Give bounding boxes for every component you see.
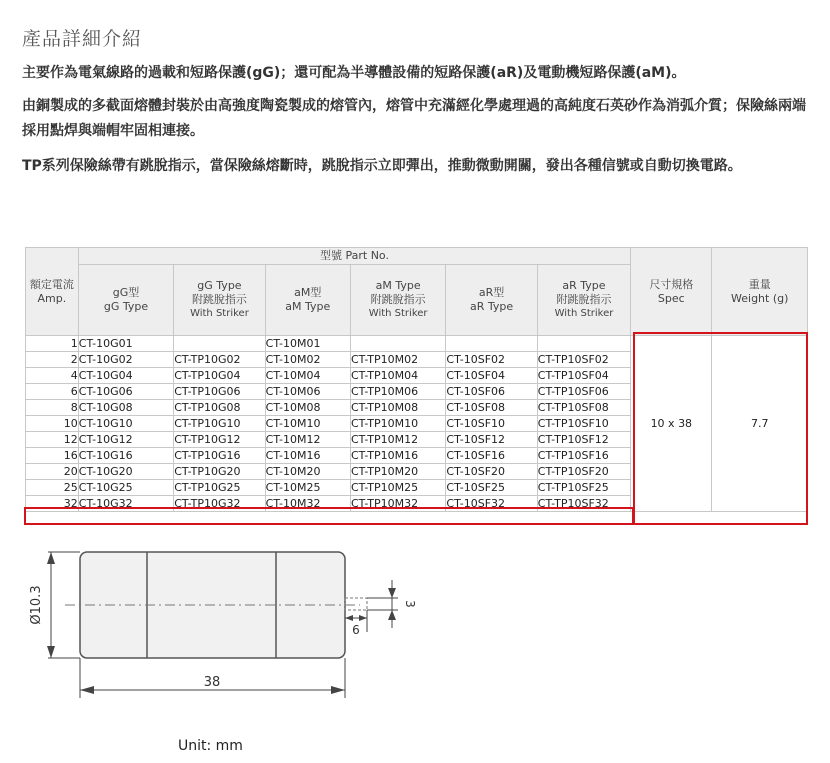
part-number-cell: CT-TP10SF04: [537, 368, 630, 384]
part-number-cell: CT-TP10SF08: [537, 400, 630, 416]
part-number-cell: CT-TP10G10: [174, 416, 265, 432]
fuse-dimension-drawing: [20, 540, 440, 710]
part-number-cell: [174, 336, 265, 352]
part-number-cell: CT-10SF12: [446, 432, 537, 448]
part-number-cell: CT-10G04: [78, 368, 173, 384]
part-number-cell: CT-10SF16: [446, 448, 537, 464]
amp-cell: 12: [26, 432, 79, 448]
part-number-cell: CT-10M10: [265, 416, 350, 432]
part-number-cell: CT-10M02: [265, 352, 350, 368]
amp-cell: 10: [26, 416, 79, 432]
part-number-cell: CT-10G20: [78, 464, 173, 480]
part-number-cell: CT-10SF25: [446, 480, 537, 496]
part-number-cell: CT-TP10SF16: [537, 448, 630, 464]
striker-height-label: 3: [403, 600, 417, 608]
length-label: 38: [203, 675, 221, 690]
part-number-cell: CT-10M01: [265, 336, 350, 352]
part-number-cell: CT-10SF04: [446, 368, 537, 384]
part-number-cell: CT-TP10G06: [174, 384, 265, 400]
amp-cell: 2: [26, 352, 79, 368]
part-number-cell: [537, 336, 630, 352]
part-number-cell: CT-10G08: [78, 400, 173, 416]
part-number-cell: CT-TP10G25: [174, 480, 265, 496]
part-number-cell: CT-TP10G20: [174, 464, 265, 480]
amp-cell: 1: [26, 336, 79, 352]
part-number-cell: [446, 336, 537, 352]
part-number-cell: CT-TP10M02: [350, 352, 445, 368]
part-number-cell: CT-10SF06: [446, 384, 537, 400]
part-number-cell: CT-TP10G08: [174, 400, 265, 416]
header-gg-type: gG型 gG Type: [78, 265, 173, 336]
part-number-cell: CT-10G25: [78, 480, 173, 496]
part-number-cell: CT-TP10G16: [174, 448, 265, 464]
header-am-striker: aM Type 附跳脫指示 With Striker: [350, 265, 445, 336]
header-am-type: aM型 aM Type: [265, 265, 350, 336]
part-number-cell: CT-10M20: [265, 464, 350, 480]
page-title: 產品詳細介紹: [22, 28, 143, 50]
part-number-cell: CT-TP10M16: [350, 448, 445, 464]
striker-outline: [345, 598, 367, 610]
part-number-cell: CT-10SF02: [446, 352, 537, 368]
header-weight: 重量 Weight (g): [712, 248, 808, 336]
part-number-cell: CT-10M06: [265, 384, 350, 400]
part-number-cell: CT-10SF08: [446, 400, 537, 416]
part-number-cell: CT-TP10M04: [350, 368, 445, 384]
part-number-cell: CT-TP10M06: [350, 384, 445, 400]
part-number-cell: CT-TP10SF02: [537, 352, 630, 368]
part-number-cell: CT-10G32: [78, 496, 173, 512]
part-number-cell: CT-TP10M32: [350, 496, 445, 512]
part-number-cell: CT-TP10M25: [350, 480, 445, 496]
part-number-cell: [350, 336, 445, 352]
header-gg-striker: gG Type 附跳脫指示 With Striker: [174, 265, 265, 336]
spec-cell: 10 x 38: [631, 336, 712, 512]
part-number-cell: CT-TP10G02: [174, 352, 265, 368]
description-paragraph-2: 由銅製成的多截面熔體封裝於由高強度陶瓷製成的熔管內，熔管中充滿經化學處理過的高純度石英砂作為消弧介質；保險絲兩端採用點焊與端帽牢固相連接。: [22, 98, 806, 139]
description-paragraph-3: TP系列保險絲帶有跳脫指示，當保險絲熔斷時，跳脫指示立即彈出，推動微動開關，發出各種信號或自動切換電路。: [22, 158, 742, 174]
part-number-cell: CT-TP10M12: [350, 432, 445, 448]
weight-cell: 7.7: [712, 336, 808, 512]
header-ar-striker: aR Type 附跳脫指示 With Striker: [537, 265, 630, 336]
part-number-cell: CT-TP10G32: [174, 496, 265, 512]
description-paragraph-1: 主要作為電氣線路的過載和短路保護(gG)；還可配為半導體設備的短路保護(aR)及電動機短路保護(aM)。: [22, 65, 686, 81]
amp-cell: 6: [26, 384, 79, 400]
part-number-cell: CT-TP10SF06: [537, 384, 630, 400]
part-number-cell: CT-10SF10: [446, 416, 537, 432]
part-number-cell: CT-TP10G04: [174, 368, 265, 384]
amp-cell: 8: [26, 400, 79, 416]
part-number-cell: CT-TP10SF12: [537, 432, 630, 448]
amp-cell: 20: [26, 464, 79, 480]
part-number-cell: CT-10M12: [265, 432, 350, 448]
unit-label: Unit: mm: [178, 738, 243, 754]
table-row: [26, 336, 808, 352]
part-number-cell: CT-10M04: [265, 368, 350, 384]
part-number-cell: CT-TP10M20: [350, 464, 445, 480]
part-number-cell: CT-10SF20: [446, 464, 537, 480]
amp-cell: 25: [26, 480, 79, 496]
part-number-cell: CT-TP10G12: [174, 432, 265, 448]
part-number-cell: CT-10M16: [265, 448, 350, 464]
striker-width-label: 6: [352, 623, 360, 637]
part-number-cell: CT-TP10SF25: [537, 480, 630, 496]
part-number-cell: CT-10M32: [265, 496, 350, 512]
part-number-cell: CT-10M25: [265, 480, 350, 496]
part-number-cell: CT-TP10SF20: [537, 464, 630, 480]
header-part-no: 型號 Part No.: [78, 248, 630, 265]
part-number-cell: CT-10G12: [78, 432, 173, 448]
part-number-cell: CT-10G16: [78, 448, 173, 464]
diameter-label: Ø10.3: [29, 585, 44, 625]
part-number-cell: CT-TP10M10: [350, 416, 445, 432]
part-number-cell: CT-10SF32: [446, 496, 537, 512]
part-number-cell: CT-10M08: [265, 400, 350, 416]
header-spec: 尺寸規格 Spec: [631, 248, 712, 336]
part-number-cell: CT-10G06: [78, 384, 173, 400]
amp-cell: 4: [26, 368, 79, 384]
part-number-cell: CT-10G02: [78, 352, 173, 368]
part-number-cell: CT-10G01: [78, 336, 173, 352]
header-amp: 額定電流 Amp.: [26, 248, 79, 336]
part-number-cell: CT-10G10: [78, 416, 173, 432]
part-number-table: [25, 247, 808, 512]
header-ar-type: aR型 aR Type: [446, 265, 537, 336]
amp-cell: 32: [26, 496, 79, 512]
amp-cell: 16: [26, 448, 79, 464]
part-number-cell: CT-TP10SF10: [537, 416, 630, 432]
part-number-cell: CT-TP10SF32: [537, 496, 630, 512]
part-number-cell: CT-TP10M08: [350, 400, 445, 416]
